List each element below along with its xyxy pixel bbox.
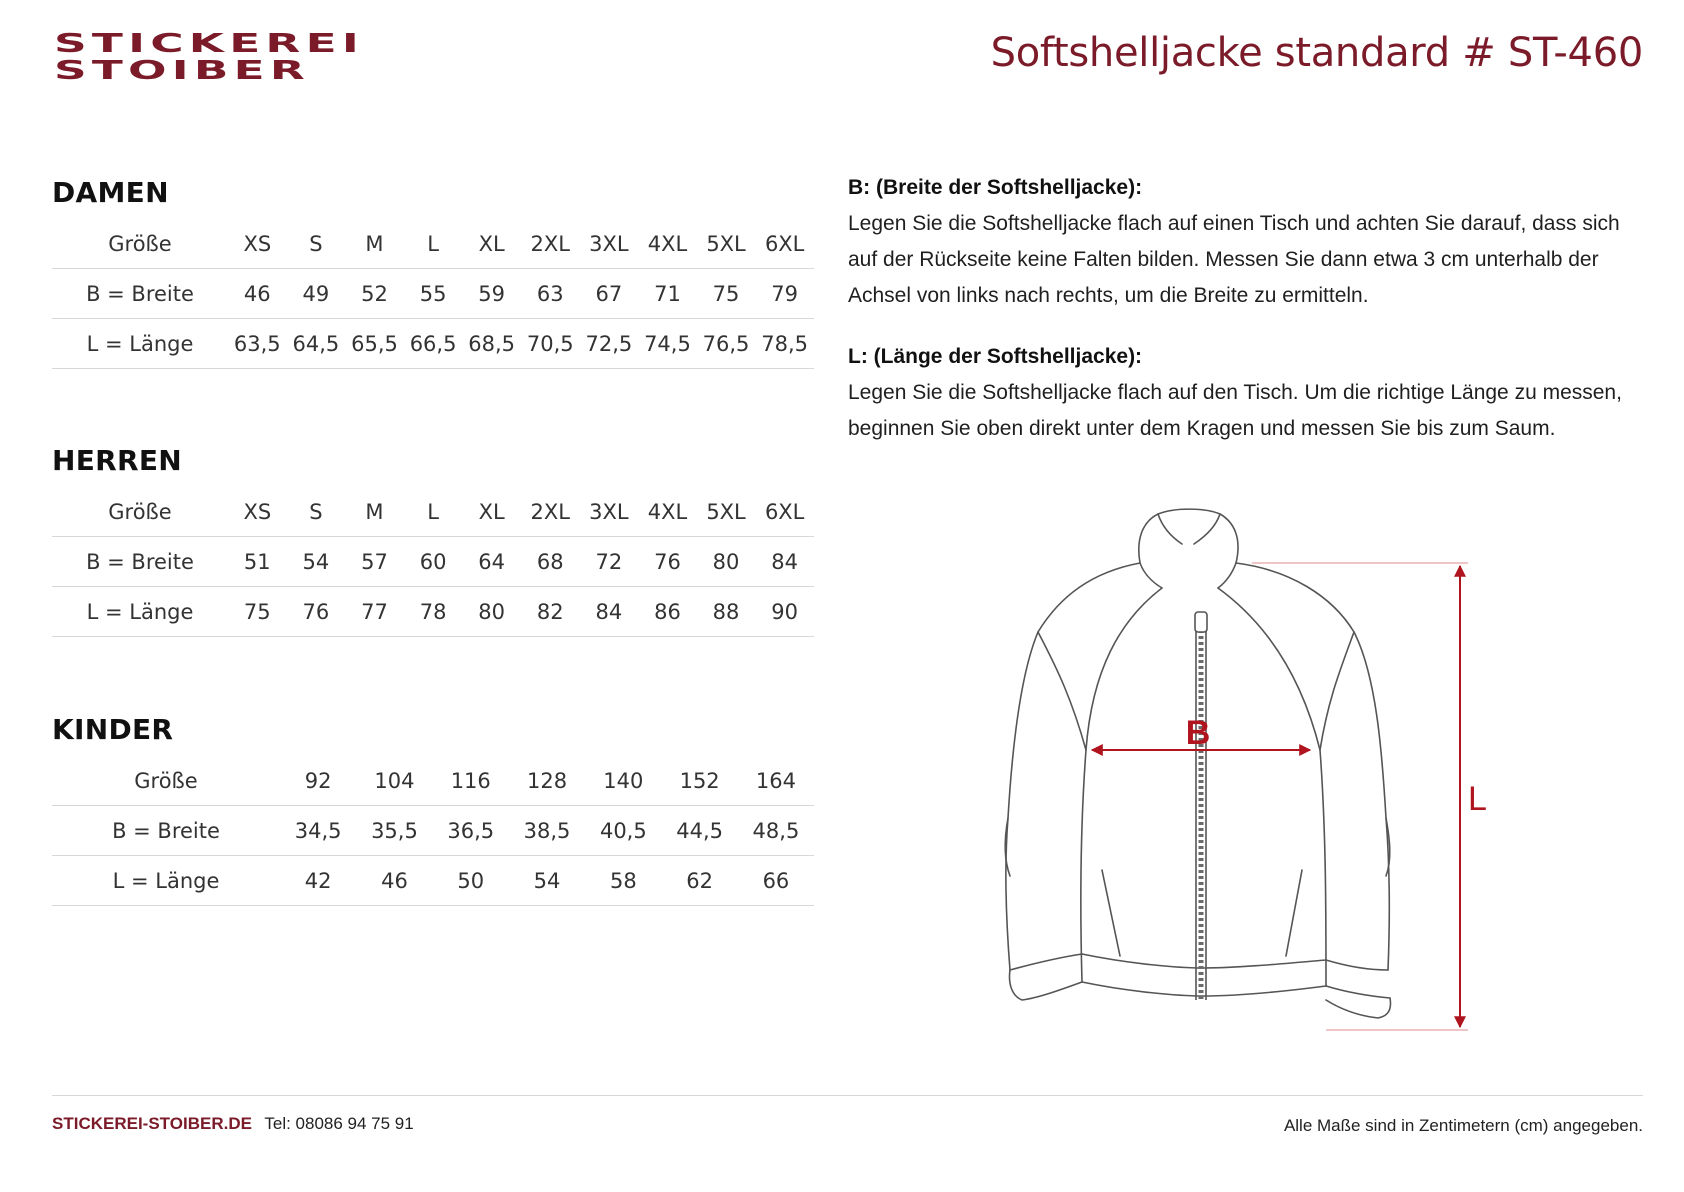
table-cell: 68: [521, 537, 580, 587]
table-cell: 3XL: [580, 487, 639, 537]
herren-section: [52, 444, 814, 637]
table-cell: 38,5: [509, 806, 585, 856]
table-cell: 34,5: [280, 806, 356, 856]
table-cell: 92: [280, 756, 356, 806]
row-label: L = Länge: [52, 587, 228, 637]
zipper: [1195, 612, 1207, 1000]
table-cell: 67: [580, 269, 639, 319]
table-cell: 62: [661, 856, 737, 906]
table-cell: 51: [228, 537, 287, 587]
table-row: [52, 319, 814, 369]
table-cell: 75: [697, 269, 756, 319]
table-cell: 72,5: [580, 319, 639, 369]
damen-heading: DAMEN: [52, 176, 169, 209]
width-label: B: [1185, 714, 1211, 752]
table-row: [52, 587, 814, 637]
table-cell: 76: [638, 537, 697, 587]
table-cell: L: [404, 487, 463, 537]
table-cell: 48,5: [738, 806, 814, 856]
logo-line-1: STICKEREI: [54, 29, 364, 59]
row-label: Größe: [52, 756, 280, 806]
damen-section: [52, 176, 814, 369]
jacket-measurement-diagram: [980, 500, 1500, 1045]
table-cell: 2XL: [521, 219, 580, 269]
table-cell: 78,5: [755, 319, 814, 369]
table-cell: 80: [697, 537, 756, 587]
table-cell: 35,5: [356, 806, 432, 856]
table-cell: 66: [738, 856, 814, 906]
table-cell: 77: [345, 587, 404, 637]
table-cell: 40,5: [585, 806, 661, 856]
table-cell: M: [345, 219, 404, 269]
table-row: [52, 806, 814, 856]
table-cell: 76: [287, 587, 346, 637]
row-label: B = Breite: [52, 537, 228, 587]
table-cell: 42: [280, 856, 356, 906]
table-cell: 46: [356, 856, 432, 906]
width-instructions: [848, 170, 1648, 314]
stickerei-stoiber-logo: [54, 28, 368, 82]
table-cell: 54: [287, 537, 346, 587]
table-cell: 128: [509, 756, 585, 806]
length-instructions: [848, 339, 1648, 447]
table-cell: 63,5: [228, 319, 287, 369]
table-cell: 59: [462, 269, 521, 319]
kinder-section: [52, 713, 814, 906]
table-cell: 66,5: [404, 319, 463, 369]
table-cell: 44,5: [661, 806, 737, 856]
table-cell: 86: [638, 587, 697, 637]
table-cell: 75: [228, 587, 287, 637]
width-heading: B: (Breite der Softshelljacke):: [848, 176, 1143, 199]
table-row: [52, 537, 814, 587]
row-label: B = Breite: [52, 806, 280, 856]
table-cell: L: [404, 219, 463, 269]
length-heading: L: (Länge der Softshelljacke):: [848, 345, 1143, 368]
table-cell: 5XL: [697, 219, 756, 269]
table-cell: 2XL: [521, 487, 580, 537]
table-row: [52, 269, 814, 319]
table-cell: 68,5: [462, 319, 521, 369]
damen-size-table: [52, 219, 814, 369]
table-cell: 116: [433, 756, 509, 806]
herren-size-table: [52, 487, 814, 637]
table-cell: 36,5: [433, 806, 509, 856]
table-cell: XS: [228, 219, 287, 269]
phone-number: Tel: 08086 94 75 91: [264, 1114, 414, 1133]
kinder-heading: KINDER: [52, 713, 174, 746]
table-cell: 84: [580, 587, 639, 637]
herren-heading: HERREN: [52, 444, 183, 477]
table-cell: 58: [585, 856, 661, 906]
table-cell: 4XL: [638, 487, 697, 537]
table-cell: 52: [345, 269, 404, 319]
table-cell: XL: [462, 219, 521, 269]
table-cell: 6XL: [755, 487, 814, 537]
table-row: [52, 487, 814, 537]
table-row: [52, 856, 814, 906]
table-cell: 64,5: [287, 319, 346, 369]
table-cell: S: [287, 487, 346, 537]
row-label: B = Breite: [52, 269, 228, 319]
table-cell: 76,5: [697, 319, 756, 369]
table-cell: 78: [404, 587, 463, 637]
table-row: [52, 756, 814, 806]
length-label: L: [1468, 780, 1487, 818]
row-label: L = Länge: [52, 856, 280, 906]
table-cell: 70,5: [521, 319, 580, 369]
table-cell: 46: [228, 269, 287, 319]
table-cell: 104: [356, 756, 432, 806]
table-cell: M: [345, 487, 404, 537]
table-cell: 90: [755, 587, 814, 637]
table-cell: 79: [755, 269, 814, 319]
width-text: Legen Sie die Softshelljacke flach auf einen Tisch und achten Sie darauf, dass sich auf der Rückseite keine Falten bilden. Messen Sie dann etwa 3 cm unterhalb der Achsel von links nach rechts, um die Breite zu ermitteln.: [848, 212, 1620, 307]
row-label: Größe: [52, 219, 228, 269]
jacket-outline: [1005, 509, 1390, 1018]
table-row: [52, 219, 814, 269]
table-cell: 50: [433, 856, 509, 906]
website-link[interactable]: STICKEREI-STOIBER.DE: [52, 1114, 252, 1133]
length-text: Legen Sie die Softshelljacke flach auf den Tisch. Um die richtige Länge zu messen, beginnen Sie oben direkt unter dem Kragen und messen Sie bis zum Saum.: [848, 381, 1622, 440]
table-cell: 5XL: [697, 487, 756, 537]
footer-contact: [52, 1114, 414, 1134]
table-cell: 4XL: [638, 219, 697, 269]
logo-line-2: STOIBER: [54, 56, 310, 82]
footer-divider: [52, 1095, 1643, 1096]
table-cell: 72: [580, 537, 639, 587]
table-cell: 6XL: [755, 219, 814, 269]
table-cell: 54: [509, 856, 585, 906]
table-cell: 80: [462, 587, 521, 637]
table-cell: 60: [404, 537, 463, 587]
row-label: Größe: [52, 487, 228, 537]
table-cell: 140: [585, 756, 661, 806]
table-cell: 49: [287, 269, 346, 319]
row-label: L = Länge: [52, 319, 228, 369]
table-cell: 164: [738, 756, 814, 806]
table-cell: XL: [462, 487, 521, 537]
table-cell: 57: [345, 537, 404, 587]
document-title: Softshelljacke standard # ST-460: [990, 30, 1643, 76]
table-cell: 82: [521, 587, 580, 637]
table-cell: 64: [462, 537, 521, 587]
table-cell: 65,5: [345, 319, 404, 369]
table-cell: 55: [404, 269, 463, 319]
table-cell: 63: [521, 269, 580, 319]
table-cell: 71: [638, 269, 697, 319]
table-cell: 152: [661, 756, 737, 806]
table-cell: 88: [697, 587, 756, 637]
table-cell: 3XL: [580, 219, 639, 269]
kinder-size-table: [52, 756, 814, 906]
units-note: Alle Maße sind in Zentimetern (cm) angegeben.: [1283, 1116, 1643, 1135]
table-cell: 74,5: [638, 319, 697, 369]
table-cell: S: [287, 219, 346, 269]
table-cell: 84: [755, 537, 814, 587]
table-cell: XS: [228, 487, 287, 537]
